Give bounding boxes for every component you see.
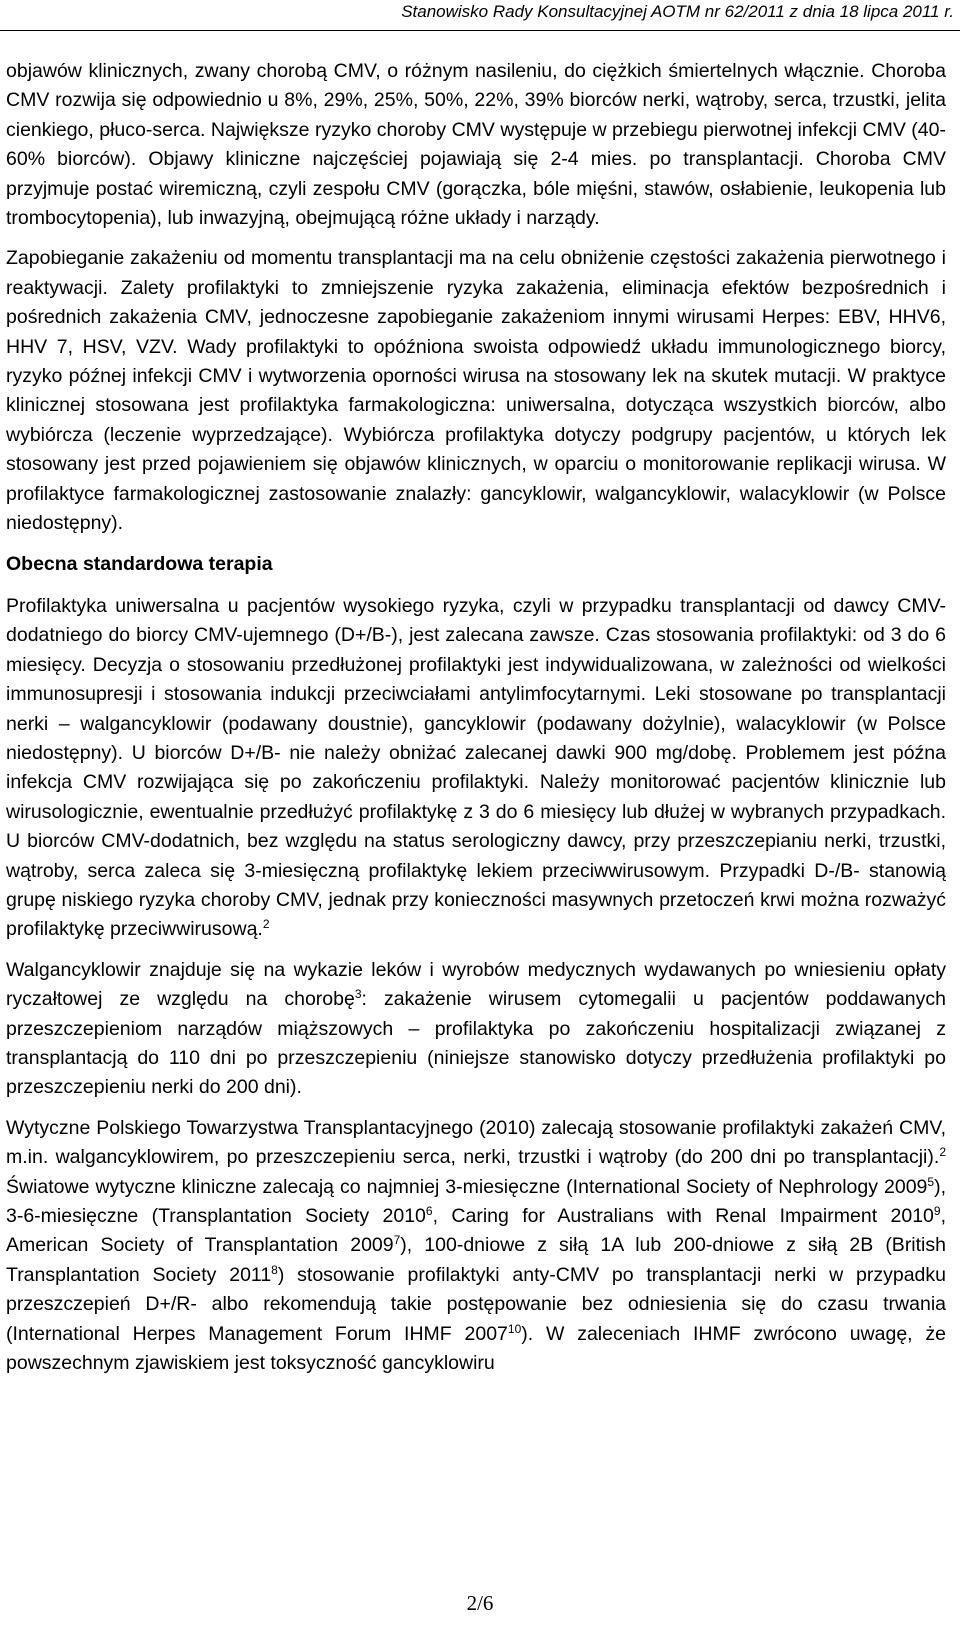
header-rule — [0, 30, 960, 31]
footnote-ref: 6 — [425, 1204, 433, 1219]
paragraph-text: : zakażenie wirusem cytomegalii u pacjentów poddawanych przeszczepieniom narządów miąższowych – profilaktyka po zakończeniu hospitalizacji związanej z transplantacją do 110 dni po przeszczepieniu (niniejsze stanowisko dotyczy przedłużenia profilaktyki po przeszczepieniu nerki do 200 dni). — [6, 988, 946, 1099]
paragraph-text: ). W zaleceniach IHMF zwrócono uwagę, że powszechnym zjawiskiem jest toksyczność gancyklowiru — [6, 1322, 946, 1375]
footnote-ref: 2 — [939, 1145, 946, 1160]
footnote-ref: 10 — [507, 1321, 522, 1336]
footnote-ref: 9 — [933, 1204, 941, 1219]
paragraph-valganciclovir-list — [6, 956, 946, 1103]
footnote-ref: 7 — [393, 1233, 401, 1248]
paragraph-text: , American Society of Transplantation 2009 — [6, 1205, 946, 1257]
page-header: Stanowisko Rady Konsultacyjnej AOTM nr 62/2011 z dnia 18 lipca 2011 r. — [401, 2, 954, 21]
footnote-ref: 2 — [262, 917, 270, 932]
paragraph-text: Profilaktyka uniwersalna u pacjentów wysokiego ryzyka, czyli w przypadku transplantacji od dawcy CMV-dodatniego do biorcy CMV-ujemnego (D+/B-), jest zalecana zawsze. Czas stosowania profilaktyki: od 3 do 6 miesięcy. Decyzja o stosowaniu przedłużonej profilaktyki jest indywidualizowana, w zależności od wielkości immunosupresji i stosowania indukcji przeciwciałami antylimfocytarnymi. Leki stosowane po transplantacji nerki – walgancyklowir (podawany doustnie), gancyklowir (podawany dożylnie), walacyklowir (w Polsce niedostępny). U biorców D+/B- nie należy obniżać zalecanej dawki 900 mg/dobę. Problemem jest późna infekcja CMV rozwijająca się po zakończeniu profilaktyki. Należy monitorować pacjentów klinicznie lub wirusologicznie, ewentualnie przedłużyć profilaktykę z 3 do 6 miesięcy lub dłużej w wybranych przypadkach. U biorców CMV-dodatnich, bez względu na status serologiczny dawcy, przy przeszczepianiu nerki, trzustki, wątroby, serca zaleca się 3-miesięczną profilaktykę lekiem przeciwwirusowym. Przypadki D-/B- stanowią grupę niskiego ryzyka choroby CMV, jednak przy konieczności masywnych przetoczeń krwi można rozważyć profilaktykę przeciwwirusową. — [6, 594, 946, 941]
paragraph-text: ) stosowanie profilaktyki anty-CMV po transplantacji nerki w przypadku przeszczepień D+/R- albo rekomendują takie postępowanie bez odniesienia się do czasu trwania (International Herpes Management Forum IHMF 2007 — [6, 1263, 946, 1345]
paragraph-prevention: Zapobieganie zakażeniu od momentu transplantacji ma na celu obniżenie częstości zakażenia pierwotnego i reaktywacji. Zalety profilaktyki to zmniejszenie ryzyka zakażenia, eliminacja efektów bezpośrednich i pośrednich zakażenia CMV, jednoczesne zapobieganie zakażeniom innymi wirusami Herpes: EBV, HHV6, HHV 7, HSV, VZV. Wady profilaktyki to opóźniona swoista odpowiedź układu immunologicznego biorcy, ryzyko późnej infekcji CMV i wytworzenia oporności wirusa na stosowany lek na skutek mutacji. W praktyce klinicznej stosowana jest profilaktyka farmakologiczna: uniwersalna, dotycząca wszystkich biorców, albo wybiórcza (leczenie wyprzedzające). Wybiórcza profilaktyka dotyczy podgrupy pacjentów, u których lek stosowany jest przed pojawieniem się objawów klinicznych, w oparciu o monitorowanie replikacji wirusa. W profilaktyce farmakologicznej zastosowanie znalazły: gancyklowir, walgancyklowir, walacyklowir (w Polsce niedostępny). — [6, 247, 946, 535]
paragraph-standard-therapy — [6, 592, 946, 945]
paragraph-text: Wytyczne Polskiego Towarzystwa Transplantacyjnego (2010) zalecają stosowanie profilaktyki zakażeń CMV, m.in. walgancyklowirem, po przeszczepieniu serca, nerki, trzustki i wątroby (do 200 dni po transplantacji). — [6, 1116, 946, 1169]
paragraph-text: ), 100-dniowe z siłą 1A lub 200-dniowe z siłą 2B (British Transplantation Society 2011 — [6, 1234, 946, 1286]
footnote-ref: 8 — [271, 1262, 278, 1277]
footnote-ref: 3 — [354, 987, 362, 1002]
section-heading: Obecna standardowa terapia — [6, 552, 273, 575]
paragraph-text: Walgancyklowir znajduje się na wykazie leków i wyrobów medycznych wydawanych po wniesieniu opłaty ryczałtowej ze względu na chorobę — [6, 958, 946, 1011]
paragraph-text: Światowe wytyczne kliniczne zalecają co najmniej 3-miesięczne (International Society of Nephrology 2009 — [6, 1175, 928, 1198]
document-body — [6, 57, 946, 1389]
footnote-ref: 5 — [927, 1174, 935, 1189]
page-number: 2/6 — [466, 1591, 494, 1615]
paragraph-guidelines — [6, 1114, 946, 1379]
paragraph-text: , Caring for Australians with Renal Impairment 2010 — [432, 1205, 934, 1228]
paragraph-cmv-symptoms: objawów klinicznych, zwany chorobą CMV, o różnym nasileniu, do ciężkich śmiertelnych włącznie. Choroba CMV rozwija się odpowiednio u 8%, 29%, 25%, 50%, 22%, 39% biorców nerki, wątroby, serca, trzustki, jelita cienkiego, płuco-serca. Największe ryzyko choroby CMV występuje w przebiegu pierwotnej infekcji CMV (40-60% biorców). Objawy kliniczne najczęściej pojawiają się 2-4 mies. po transplantacji. Choroba CMV przyjmuje postać wiremiczną, czyli zespołu CMV (gorączka, bóle mięśni, stawów, osłabienie, leukopenia lub trombocytopenia), lub inwazyjną, obejmującą różne układy i narządy. — [6, 60, 946, 230]
paragraph-text: ), 3-6-miesięczne (Transplantation Society 2010 — [6, 1175, 946, 1228]
